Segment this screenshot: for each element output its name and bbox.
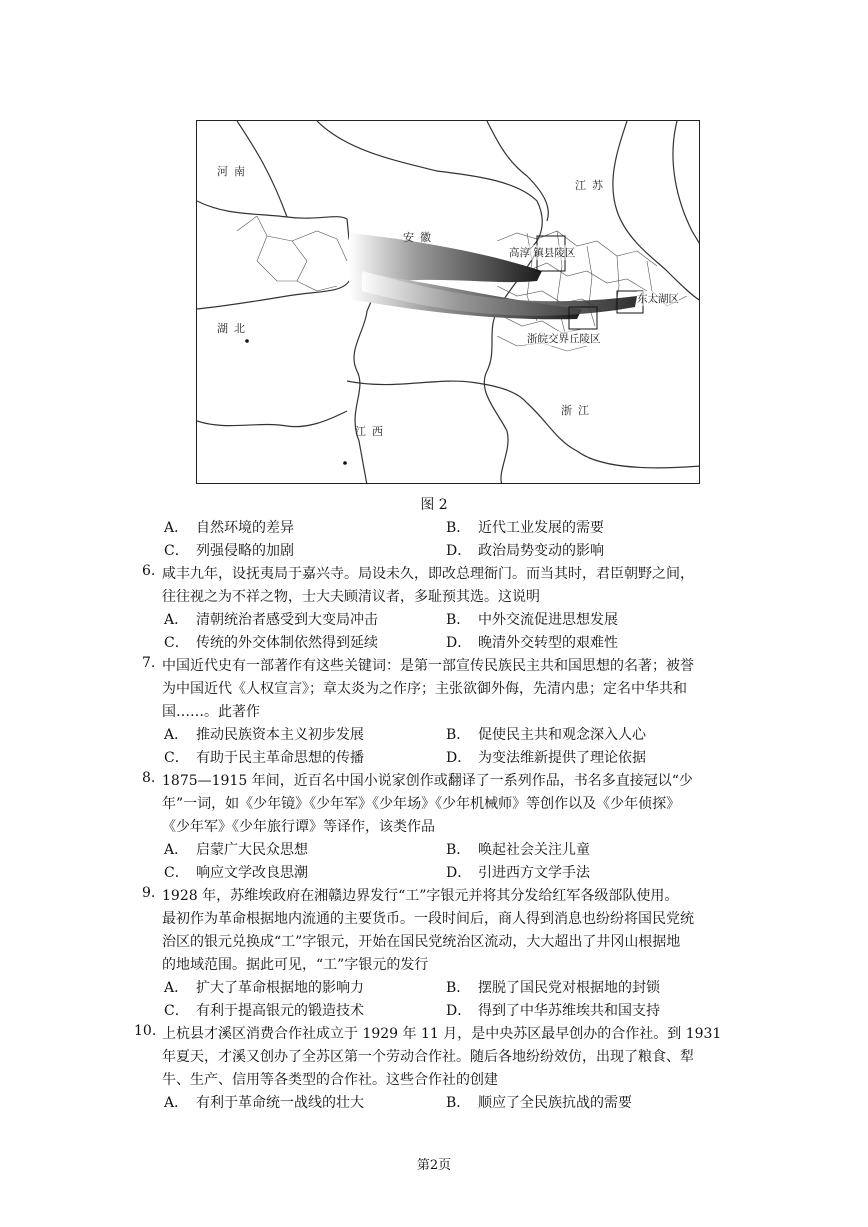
region-taihu-label: 东太湖区 — [637, 293, 679, 305]
q9-stem-line: 1928 年，苏维埃政府在湘赣边界发行“工”字银元并将其分发给红军各级部队使用。 — [162, 888, 679, 904]
q6-option-d[interactable]: D． 晚清外交转型的艰难性 — [446, 635, 618, 651]
q5-option-d[interactable]: D． 政治局势变动的影响 — [446, 543, 604, 559]
map-figure — [196, 120, 700, 484]
map-drawing — [197, 121, 700, 484]
q8-option-d[interactable]: D． 引进西方文学手法 — [446, 865, 590, 881]
q9-stem-line: 的地域范围。据此可见，“工”字银元的发行 — [162, 957, 429, 973]
figure-caption: 图 2 — [420, 497, 448, 513]
q10-stem-line: 上杭县才溪区消费合作社成立于 1929 年 11 月，是中央苏区最早创办的合作社。到 1931 — [162, 1026, 722, 1042]
q8-option-a[interactable]: A． 启蒙广大民众思想 — [164, 842, 308, 858]
q8-stem-line: 《少年军》《少年旅行谭》等译作，该类作品 — [162, 819, 435, 835]
q9-stem-line: 最初作为革命根据地内流通的主要货币。一段时间后，商人得到消息也纷纷将国民党统 — [162, 911, 694, 927]
q6-stem-line: 咸丰九年，设抚夷局于嘉兴寺。局设未久，即改总理衙门。而当其时，君臣朝野之间， — [162, 566, 694, 582]
q8-stem-line: 年”一词，如《少年镜》《少年军》《少年场》《少年机械师》等创作以及《少年侦探》 — [162, 796, 681, 812]
q7-number: 7. — [142, 655, 156, 671]
q9-number: 9. — [142, 885, 156, 901]
province-anhui-label: 安徽 — [403, 231, 437, 244]
q9-option-c[interactable]: C． 有利于提高银元的锻造技术 — [164, 1003, 364, 1019]
q10-stem-line: 牛、生产、信用等各类型的合作社。这些合作社的创建 — [162, 1072, 498, 1088]
province-jiangsu-label: 江苏 — [575, 179, 609, 192]
q10-stem-line: 年夏天，才溪又创办了全苏区第一个劳动合作社。随后各地纷纷效仿，出现了粮食、犁 — [162, 1049, 694, 1065]
q7-option-b[interactable]: B． 促使民主共和观念深入人心 — [446, 727, 646, 743]
q7-stem-line: 为中国近代《人权宣言》；章太炎为之作序；主张欲御外侮，先清内患；定名中华共和 — [162, 681, 687, 697]
province-henan-label: 河南 — [217, 165, 251, 178]
region-zhenjiang-label: 高淳 镇县陵区 — [509, 247, 576, 259]
q9-option-d[interactable]: D． 得到了中华苏维埃共和国支持 — [446, 1003, 660, 1019]
q9-stem-line: 治区的银元兑换成“工”字银元，开始在国民党统治区流动，大大超出了井冈山根据地 — [162, 934, 681, 950]
q10-option-a[interactable]: A． 有利于革命统一战线的壮大 — [164, 1095, 364, 1111]
q9-option-a[interactable]: A． 扩大了革命根据地的影响力 — [164, 980, 364, 996]
q7-stem-line: 中国近代史有一部著作有这些关键词：是第一部宣传民族民主共和国思想的名著；被誉 — [162, 658, 694, 674]
q6-stem-line: 往往视之为不祥之物，士大夫顾清议者，多耻预其选。这说明 — [162, 589, 540, 605]
region-wannan-label: 浙皖交界丘陵区 — [527, 333, 601, 345]
province-jiangxi-label: 江西 — [355, 425, 389, 438]
q7-option-a[interactable]: A． 推动民族资本主义初步发展 — [164, 727, 364, 743]
q7-stem-line: 国……。此著作 — [162, 704, 260, 720]
q5-option-b[interactable]: B． 近代工业发展的需要 — [446, 520, 604, 536]
page-number: 第2页 — [416, 1158, 452, 1173]
q9-option-b[interactable]: B． 摆脱了国民党对根据地的封锁 — [446, 980, 660, 996]
q8-stem-line: 1875—1915 年间，近百名中国小说家创作或翻译了一系列作品，书名多直接冠以“少 — [162, 773, 693, 789]
q6-option-b[interactable]: B． 中外交流促进思想发展 — [446, 612, 618, 628]
q6-number: 6. — [142, 563, 156, 579]
q5-option-c[interactable]: C． 列强侵略的加剧 — [164, 543, 294, 559]
q8-option-c[interactable]: C． 响应文学改良思潮 — [164, 865, 308, 881]
q6-option-a[interactable]: A． 清朝统治者感受到大变局冲击 — [164, 612, 378, 628]
q7-option-c[interactable]: C． 有助于民主革命思想的传播 — [164, 750, 364, 766]
province-hubei-label: 湖北 — [217, 322, 251, 335]
q10-option-b[interactable]: B． 顺应了全民族抗战的需要 — [446, 1095, 632, 1111]
q10-number: 10. — [134, 1023, 157, 1039]
q8-option-b[interactable]: B． 唤起社会关注儿童 — [446, 842, 590, 858]
q8-number: 8. — [142, 770, 156, 786]
province-zhejiang-label: 浙江 — [561, 404, 595, 417]
q5-option-a[interactable]: A． 自然环境的差异 — [164, 520, 294, 536]
q7-option-d[interactable]: D． 为变法维新提供了理论依据 — [446, 750, 646, 766]
q6-option-c[interactable]: C． 传统的外交体制依然得到延续 — [164, 635, 378, 651]
